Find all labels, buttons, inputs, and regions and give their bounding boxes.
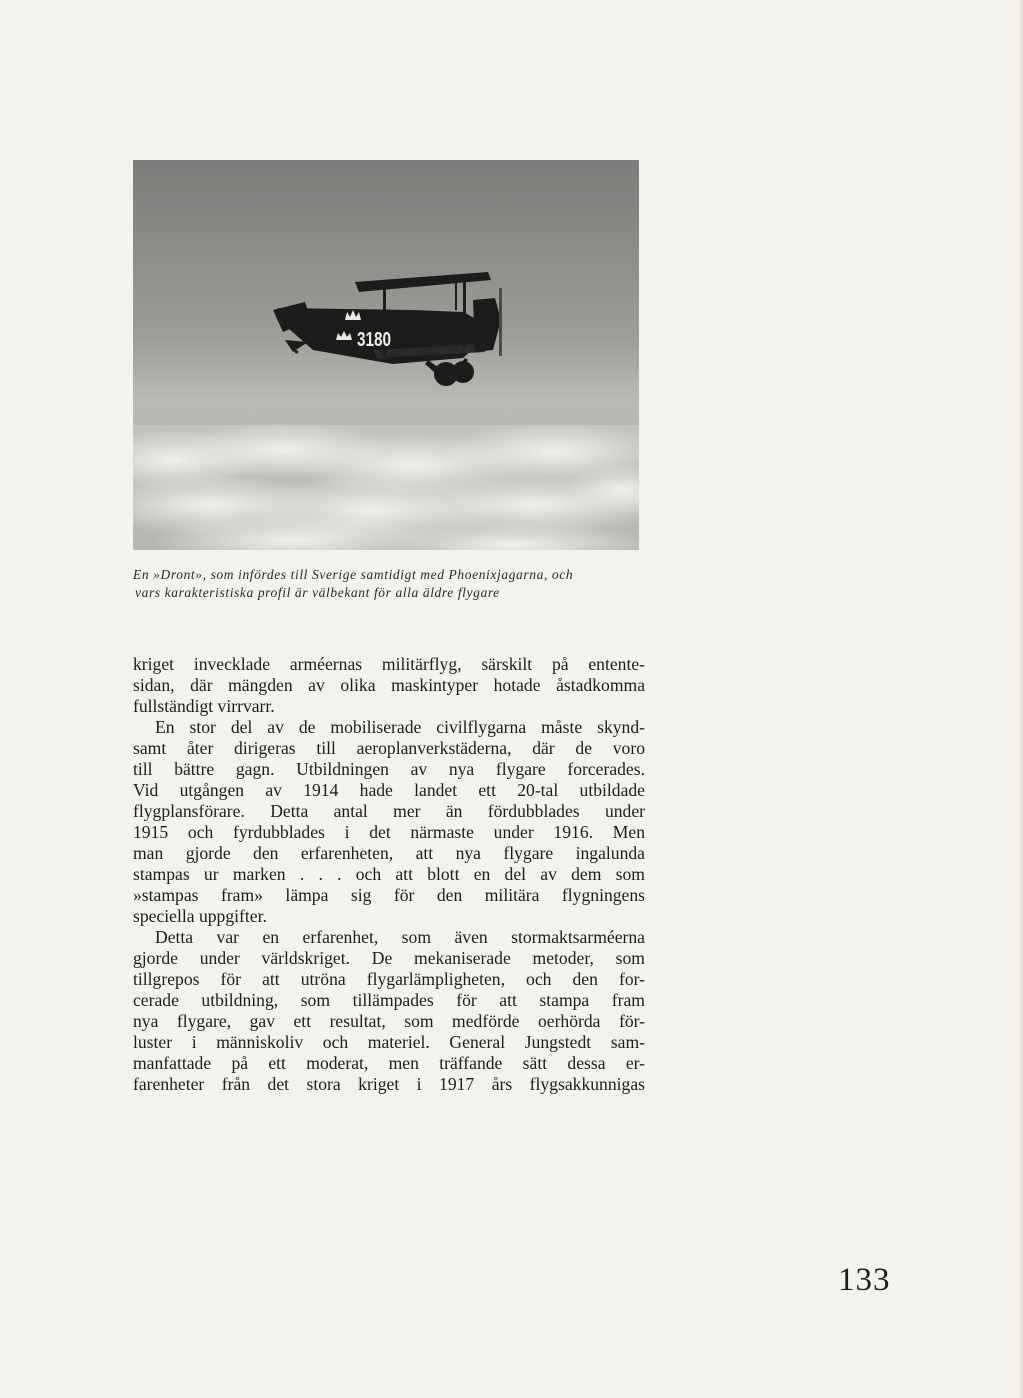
text-line: stampas ur marken . . . och att blott en del av dem som [133, 864, 645, 884]
paragraph-1 [133, 654, 645, 717]
text-line: flygplansförare. Detta antal mer än fördubblades under [133, 801, 645, 821]
text-line: Detta var en erfarenhet, som även stormaktsarméerna [155, 927, 645, 947]
text-line: kriget invecklade arméernas militärflyg, särskilt på entente- [133, 654, 645, 674]
paragraph-2 [133, 717, 645, 927]
text-line: speciella uppgifter. [133, 906, 267, 926]
text-line: manfattade på ett moderat, men träffande sätt dessa er- [133, 1053, 645, 1073]
text-line: tillgrepos för att utröna flygarlämpligheten, och den for- [133, 969, 645, 989]
aircraft-marking: 3180 [357, 329, 391, 351]
text-line: till bättre gagn. Utbildningen av nya flygare forcerades. [133, 759, 645, 779]
text-line: fullständigt virrvarr. [133, 696, 275, 716]
text-line: luster i människoliv och materiel. General Jungstedt sam- [133, 1032, 645, 1052]
photo-caption [133, 566, 639, 602]
text-line: farenheter från det stora kriget i 1917 års flygsakkunnigas [133, 1074, 645, 1094]
text-line: sidan, där mängden av olika maskintyper hotade åstadkomma [133, 675, 645, 695]
caption-line-1: En »Dront», som infördes till Sverige samtidigt med Phoenixjagarna, och [133, 567, 574, 582]
text-line: nya flygare, gav ett resultat, som medförde oerhörda för- [133, 1011, 645, 1031]
text-line: cerade utbildning, som tillämpades för att stampa fram [133, 990, 645, 1010]
photograph-biplane [133, 160, 639, 550]
caption-line-2: vars karakteristiska profil är välbekant för alla äldre flygare [135, 585, 500, 600]
text-line: »stampas fram» lämpa sig för den militära flygningens [133, 885, 645, 905]
text-line: 1915 och fyrdubblades i det närmaste under 1916. Men [133, 822, 645, 842]
text-line: man gjorde den erfarenheten, att nya flygare ingalunda [133, 843, 645, 863]
text-line: samt åter dirigeras till aeroplanverkstäderna, där de voro [133, 738, 645, 758]
body-text [133, 654, 645, 1095]
text-line: Vid utgången av 1914 hade landet ett 20-tal utbildade [133, 780, 645, 800]
text-line: gjorde under världskriget. De mekaniserade metoder, som [133, 948, 645, 968]
page-number: 133 [838, 1262, 891, 1298]
text-line: En stor del av de mobiliserade civilflygarna måste skynd- [155, 717, 645, 737]
paragraph-3 [133, 927, 645, 1095]
